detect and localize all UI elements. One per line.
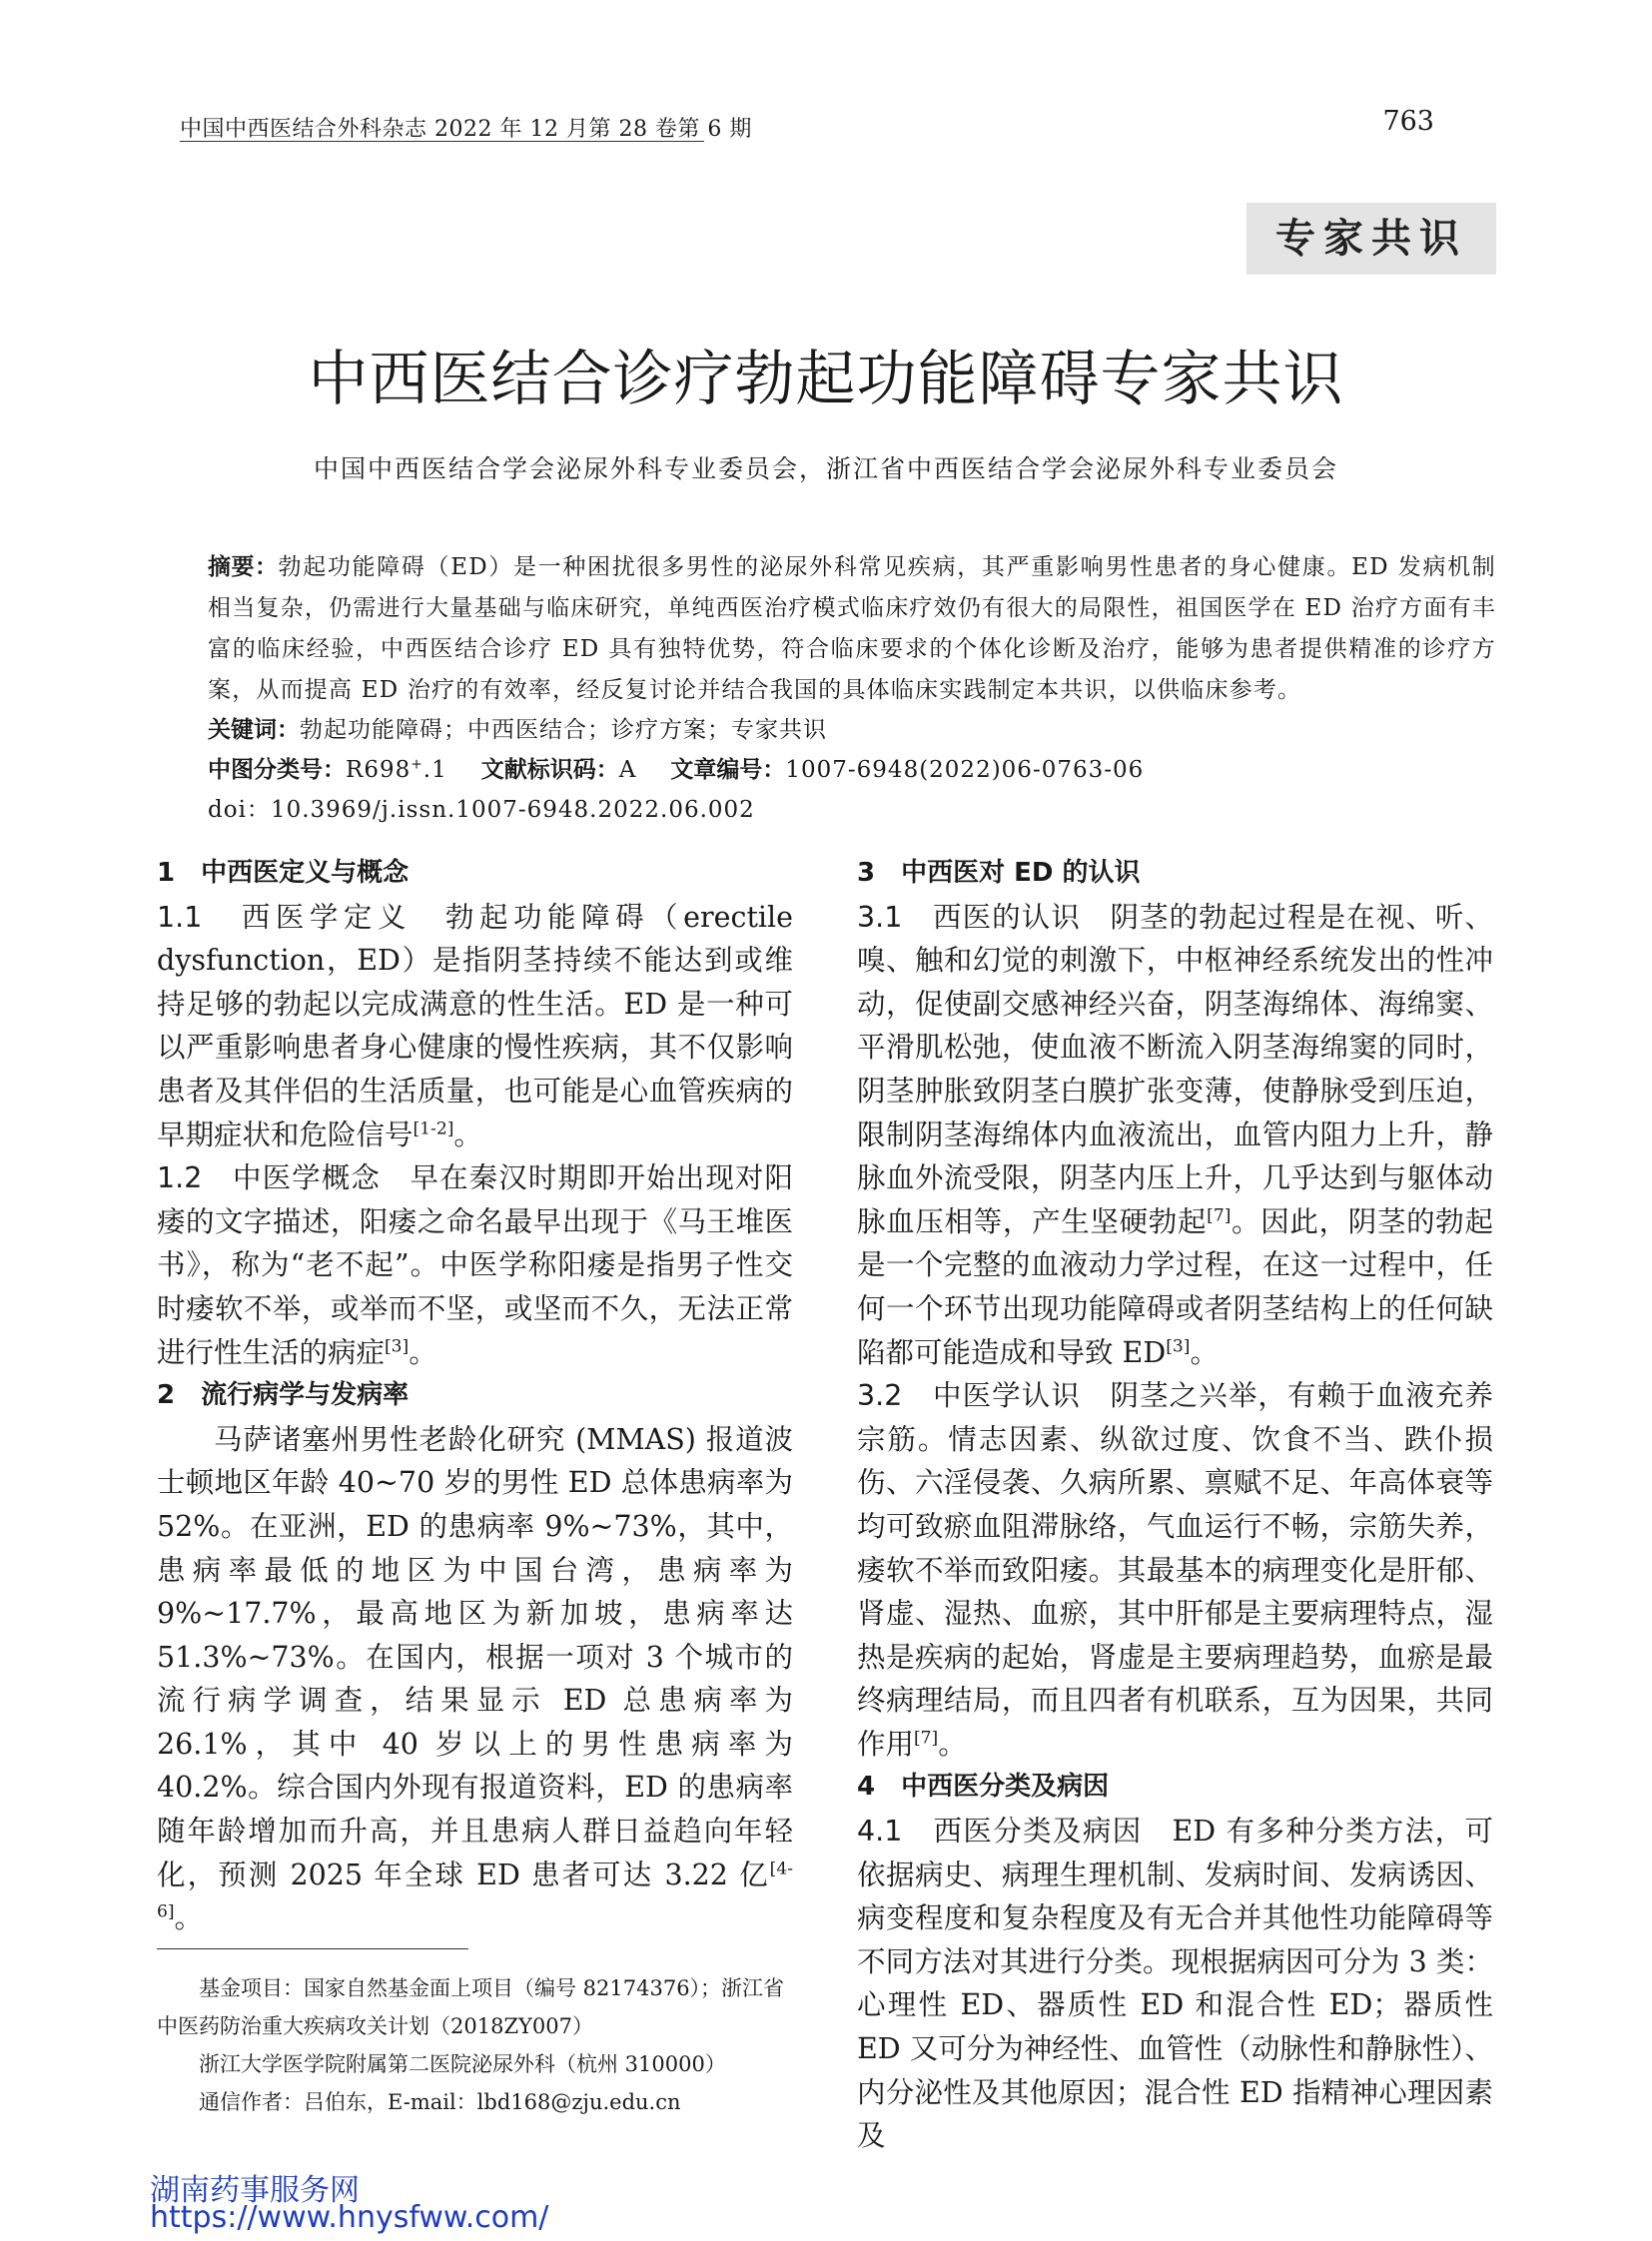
- footnote-rule: [157, 1948, 468, 1949]
- watermark-name: 湖南药事服务网: [150, 2173, 360, 2208]
- abstract-text: 勃起功能障碍（ED）是一种困扰很多男性的泌尿外科常见疾病，其严重影响男性患者的身心健康。ED 发病机制相当复杂，仍需进行大量基础与临床研究，单纯西医治疗模式临床疗效仍有很大的局限性，祖国医学在 ED 治疗方面有丰富的临床经验，中西医结合诊疗 ED 具有独特优势，符合临床要求的个体化诊断及治疗，能够为患者提供精准的诊疗方案，从而提高 ED 治疗的有效率，经反复讨论并结合我国的具体临床实践制定本共识，以供临床参考。: [208, 554, 1496, 703]
- footnotes: [157, 1969, 796, 2121]
- citation: [7]: [914, 1728, 939, 1749]
- keywords-label: 关键词：: [208, 717, 300, 743]
- clc-value: R698+.1: [346, 756, 447, 783]
- journal-header: 中国中西医结合外科杂志 2022 年 12 月第 28 卷第 6 期: [180, 117, 752, 142]
- doi-line: [208, 791, 755, 824]
- right-column: [857, 852, 1493, 2158]
- classification-line: [208, 751, 1144, 784]
- article-no-label: 文章编号：: [670, 757, 786, 783]
- clc-label: 中图分类号：: [208, 757, 346, 783]
- subsection-3-1-title: 3.1 西医的认识: [857, 900, 1111, 934]
- paragraph-4-1: 4.1 西医分类及病因 ED 有多种分类方法，可依据病史、病理生理机制、发病时间、发病诱因、病变程度和复杂程度及有无合并其他性功能障碍等不同方法对其进行分类。现根据病因可分为 3 类：心理性 ED、器质性 ED 和混合性 ED；器质性 ED 又可分为神经性、血管性（动脉性和静脉性）、内分泌性及其他原因；混合性 ED 指精神心理因素及: [857, 1815, 1494, 2153]
- subsection-1-1-title: 1.1 西医学定义: [157, 900, 445, 934]
- citation: [3]: [385, 1336, 410, 1357]
- footnote-corresponding: 通信作者：吕伯东，E-mail：lbd168@zju.edu.cn: [199, 2090, 681, 2114]
- left-column: [157, 852, 793, 1940]
- article-authors: 中国中西医结合学会泌尿外科专业委员会，浙江省中西医结合学会泌尿外科专业委员会: [313, 454, 1338, 483]
- paragraph-1-1: 1.1 西医学定义 勃起功能障碍（erectile dysfunction，ED）是指阴茎持续不能达到或维持足够的勃起以完成满意的性生活。ED 是一种可以严重影响患者身心健康的慢性疾病，其不仅影响患者及其伴侣的生活质量，也可能是心血管疾病的早期症状和危险信号[1-2]。: [157, 900, 793, 1151]
- doi-value: 10.3969/j.issn.1007-6948.2022.06.002: [270, 797, 755, 823]
- section-1-title: 1 中西医定义与概念: [157, 858, 410, 888]
- citation: [3]: [1166, 1336, 1191, 1357]
- keywords-text: 勃起功能障碍；中西医结合；诊疗方案；专家共识: [300, 717, 827, 743]
- citation: [1-2]: [413, 1119, 454, 1139]
- footnote-affiliation: 浙江大学医学院附属第二医院泌尿外科（杭州 310000）: [199, 2052, 726, 2076]
- abstract: [208, 547, 1496, 711]
- paragraph-1-2: 1.2 中医学概念 早在秦汉时期即开始出现对阳痿的文字描述，阳痿之命名最早出现于《马王堆医书》，称为“老不起”。中医学称阳痿是指男子性交时痿软不举，或举而不坚，或坚而不久，无法正常进行性生活的病症[3]。: [157, 1161, 793, 1369]
- article-no-value: 1007-6948(2022)06-0763-06: [785, 757, 1145, 783]
- paragraph-3-1: 3.1 西医的认识 阴茎的勃起过程是在视、听、嗅、触和幻觉的刺激下，中枢神经系统发出的性冲动，促使副交感神经兴奋，阴茎海绵体、海绵窦、平滑肌松弛，使血液不断流入阴茎海绵窦的同时，阴茎肿胀致阴茎白膜扩张变薄，使静脉受到压迫，限制阴茎海绵体内血液流出，血管内阻力上升，静脉血外流受限，阴茎内压上升，几乎达到与躯体动脉血压相等，产生坚硬勃起[7]。因此，阴茎的勃起是一个完整的血液动力学过程，在这一过程中，任何一个环节出现功能障碍或者阴茎结构上的任何缺陷都可能造成和导致 ED[3]。: [857, 900, 1493, 1369]
- section-2-title: 2 流行病学与发病率: [157, 1380, 410, 1411]
- keywords: [208, 711, 827, 744]
- column-badge: 专家共识: [1246, 203, 1496, 275]
- paragraph-2: 马萨诸塞州男性老龄化研究 (MMAS) 报道波士顿地区年龄 40~70 岁的男性 ED 总体患病率为 52%。在亚洲，ED 的患病率 9%~73%，其中，患病率最低的地区为中国台湾，患病率为 9%~17.7%，最高地区为新加坡，患病率达 51.3%~73%。在国内，根据一项对 3 个城市的流行病学调查，结果显示 ED 总患病率为 26.1%，其中 40 岁以上的男性患病率为 40.2%。综合国内外现有报道资料，ED 的患病率随年龄增加而升高，并且患病人群日益趋向年轻化，预测 2025 年全球 ED 患者可达 3.22 亿[4-6]。: [157, 1422, 793, 1935]
- page-number: 763: [1382, 106, 1434, 137]
- section-4-title: 4 中西医分类及病因: [857, 1772, 1110, 1803]
- abstract-label: 摘要：: [208, 554, 279, 580]
- citation: [7]: [1207, 1205, 1232, 1226]
- doc-code-value: A: [618, 757, 637, 783]
- header-rule: [180, 141, 704, 142]
- paragraph-3-2: 3.2 中医学认识 阴茎之兴举，有赖于血液充养宗筋。情志因素、纵欲过度、饮食不当、跌仆损伤、六淫侵袭、久病所累、禀赋不足、年高体衰等均可致瘀血阻滞脉络，气血运行不畅，宗筋失养，痿软不举而致阳痿。其最基本的病理变化是肝郁、肾虚、湿热、血瘀，其中肝郁是主要病理特点，湿热是疾病的起始，肾虚是主要病理趋势，血瘀是最终病理结局，而且四者有机联系，互为因果，共同作用[7]。: [857, 1379, 1493, 1761]
- subsection-1-2-title: 1.2 中医学概念: [157, 1161, 411, 1195]
- watermark-url[interactable]: https://www.hnysfww.com/: [150, 2200, 549, 2235]
- footnote-fund: 基金项目：国家自然基金面上项目（编号 82174376）；浙江省中医药防治重大疾病攻关计划（2018ZY007）: [157, 1976, 785, 2038]
- subsection-3-2-title: 3.2 中医学认识: [857, 1379, 1111, 1413]
- citation: [4-6]: [157, 1859, 793, 1922]
- subsection-4-1-title: 4.1 西医分类及病因: [857, 1815, 1173, 1849]
- section-3-title: 3 中西医对 ED 的认识: [857, 858, 1141, 888]
- doc-code-label: 文献标识码：: [480, 757, 619, 783]
- doi-label: doi：: [208, 797, 271, 823]
- article-title: 中西医结合诊疗勃起功能障碍专家共识: [308, 345, 1344, 414]
